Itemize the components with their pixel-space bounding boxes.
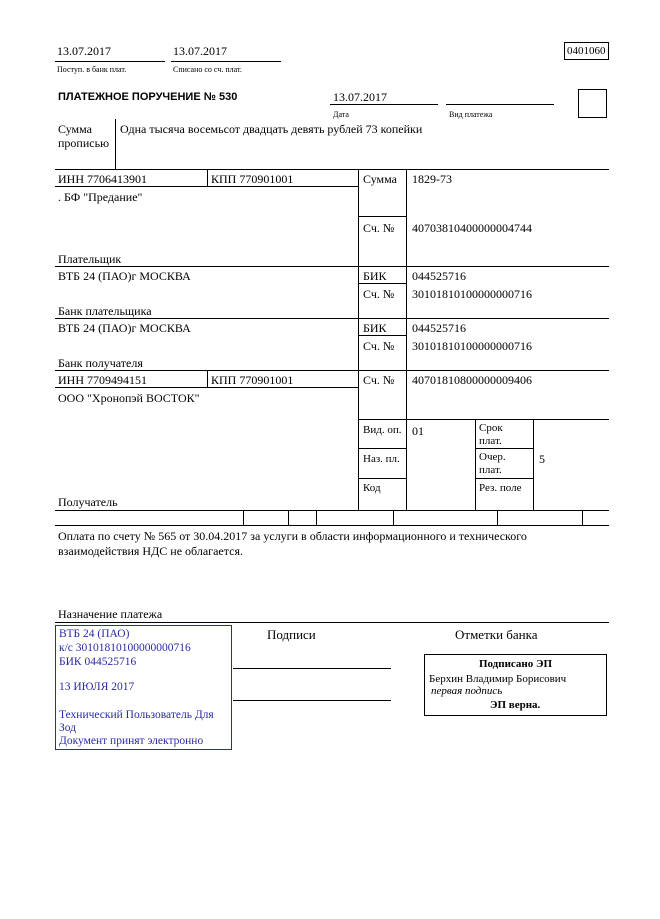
- payer-account-label: Сч. №: [363, 221, 395, 235]
- op-type-label: Вид. оп.: [363, 424, 402, 436]
- stamp-line-7: Документ принят электронно: [59, 735, 204, 747]
- signature-line-2: [233, 700, 391, 701]
- esign-title: Подписано ЭП: [478, 658, 553, 670]
- date-debited-label: Списано со сч. плат.: [173, 65, 242, 74]
- payer-amount-line: [358, 216, 406, 217]
- order-date-line: [330, 104, 438, 105]
- stamp-date: 13 ИЮЛЯ 2017: [59, 681, 135, 693]
- amount-words-divider: [115, 119, 116, 169]
- tax-row-bottom-line: [55, 525, 609, 526]
- table-top-line: [55, 169, 609, 170]
- payer-amount: 1829-73: [412, 172, 452, 186]
- term-label-1: Срок: [479, 422, 503, 434]
- codes-vline-2: [533, 419, 534, 510]
- amount-words-label-1: Сумма: [58, 122, 92, 136]
- recipient-bank-label: Банк получателя: [58, 356, 143, 370]
- codes-row-line-1b: [475, 448, 533, 449]
- priority: 5: [539, 452, 545, 466]
- recipient-bank-name: ВТБ 24 (ПАО)г МОСКВА: [58, 321, 191, 335]
- grid-vline-main: [358, 169, 359, 510]
- purpose-line-2: взаимодействия НДС не облагается.: [58, 544, 243, 558]
- tax-cell-6: [582, 510, 583, 525]
- payment-type-line: [446, 104, 554, 105]
- stamp-line-3: БИК 044525716: [59, 656, 137, 668]
- priority-label-1: Очер.: [479, 451, 506, 463]
- bank-stamp: [55, 625, 232, 750]
- bank-marks-label: Отметки банка: [455, 627, 538, 642]
- tax-cell-1: [243, 510, 244, 525]
- amount-words-value: Одна тысяча восемьсот двадцать девять рублей 73 копейки: [120, 122, 423, 136]
- priority-label-2: плат.: [479, 464, 502, 476]
- signature-line-1: [233, 668, 391, 669]
- term-label-2: плат.: [479, 435, 502, 447]
- recipient-inn: ИНН 7709494151: [58, 373, 147, 387]
- recipient-bank-bik-label: БИК: [363, 321, 387, 335]
- date-received: 13.07.2017: [57, 44, 111, 58]
- payer-bank-name: ВТБ 24 (ПАО)г МОСКВА: [58, 269, 191, 283]
- amount-words-label-2: прописью: [58, 136, 110, 150]
- tax-cell-4: [393, 510, 394, 525]
- payment-type-label: Вид платежа: [449, 110, 493, 119]
- grid-vline-labels: [406, 169, 407, 510]
- reserve-label: Рез. поле: [479, 482, 522, 494]
- esign-status: ЭП верна.: [490, 699, 541, 711]
- status-box: [578, 89, 607, 118]
- recipient-account: 40701810800000009406: [412, 373, 532, 387]
- payer-bank-bik: 044525716: [412, 269, 466, 283]
- tax-cell-2: [288, 510, 289, 525]
- tax-cell-5: [497, 510, 498, 525]
- payer-inn: ИНН 7706413901: [58, 172, 147, 186]
- payer-bank-label: Банк плательщика: [58, 304, 152, 318]
- purpose-code-label: Наз. пл.: [363, 453, 400, 465]
- date-debited: 13.07.2017: [173, 44, 227, 58]
- tax-cell-3: [316, 510, 317, 525]
- recipient-bank-account-label: Сч. №: [363, 339, 395, 353]
- payer-account: 40703810400000004744: [412, 221, 532, 235]
- stamp-line-5: Технический Пользователь Для: [59, 709, 214, 721]
- recipient-bottom-line: [55, 510, 609, 511]
- purpose-label: Назначение платежа: [58, 607, 163, 621]
- payer-kpp: КПП 770901001: [211, 172, 294, 186]
- order-title: ПЛАТЕЖНОЕ ПОРУЧЕНИЕ № 530: [58, 91, 238, 103]
- payer-name: . БФ "Предание": [58, 190, 143, 204]
- op-type: 01: [412, 424, 424, 438]
- form-code: 0401060: [567, 45, 606, 57]
- recipient-name: ООО "Хронопэй ВОСТОК": [58, 391, 200, 405]
- codes-row-line-1: [358, 448, 406, 449]
- stamp-line-6: Зод: [59, 722, 77, 734]
- esign-box: [424, 654, 607, 716]
- purpose-bottom-line: [55, 622, 609, 623]
- esign-role: первая подпись: [431, 685, 503, 697]
- purpose-line-1: Оплата по счету № 565 от 30.04.2017 за услуги в области информационного и технического: [58, 529, 527, 543]
- order-date-label: Дата: [333, 110, 349, 119]
- codes-vline-1: [475, 419, 476, 510]
- payer-bottom-line: [55, 266, 609, 267]
- codes-row-line-2b: [475, 478, 533, 479]
- recipient-label: Получатель: [58, 495, 118, 509]
- recipient-inn-kpp-divider: [207, 370, 208, 387]
- codes-row-line-2: [358, 478, 406, 479]
- code-label: Код: [363, 482, 381, 494]
- recipient-account-label: Сч. №: [363, 373, 395, 387]
- recipient-kpp: КПП 770901001: [211, 373, 294, 387]
- recipient-bank-account: 30101810100000000716: [412, 339, 532, 353]
- payer-inn-kpp-divider: [207, 169, 208, 186]
- esign-signer: Берхин Владимир Борисович: [429, 673, 567, 685]
- recipient-bank-bik: 044525716: [412, 321, 466, 335]
- date-received-label: Поступ. в банк плат.: [57, 65, 127, 74]
- stamp-line-2: к/с 30101810100000000716: [59, 642, 191, 654]
- codes-top-line: [358, 419, 609, 420]
- payer-amount-label: Сумма: [363, 172, 397, 186]
- payer-bank-bik-label: БИК: [363, 269, 387, 283]
- payer-bank-account: 30101810100000000716: [412, 287, 532, 301]
- order-date: 13.07.2017: [333, 90, 387, 104]
- payer-bank-account-label: Сч. №: [363, 287, 395, 301]
- payer-label: Плательщик: [58, 252, 122, 266]
- date-received-line: [55, 61, 165, 62]
- stamp-line-1: ВТБ 24 (ПАО): [59, 628, 130, 640]
- date-debited-line: [171, 61, 281, 62]
- signatures-label: Подписи: [267, 627, 316, 642]
